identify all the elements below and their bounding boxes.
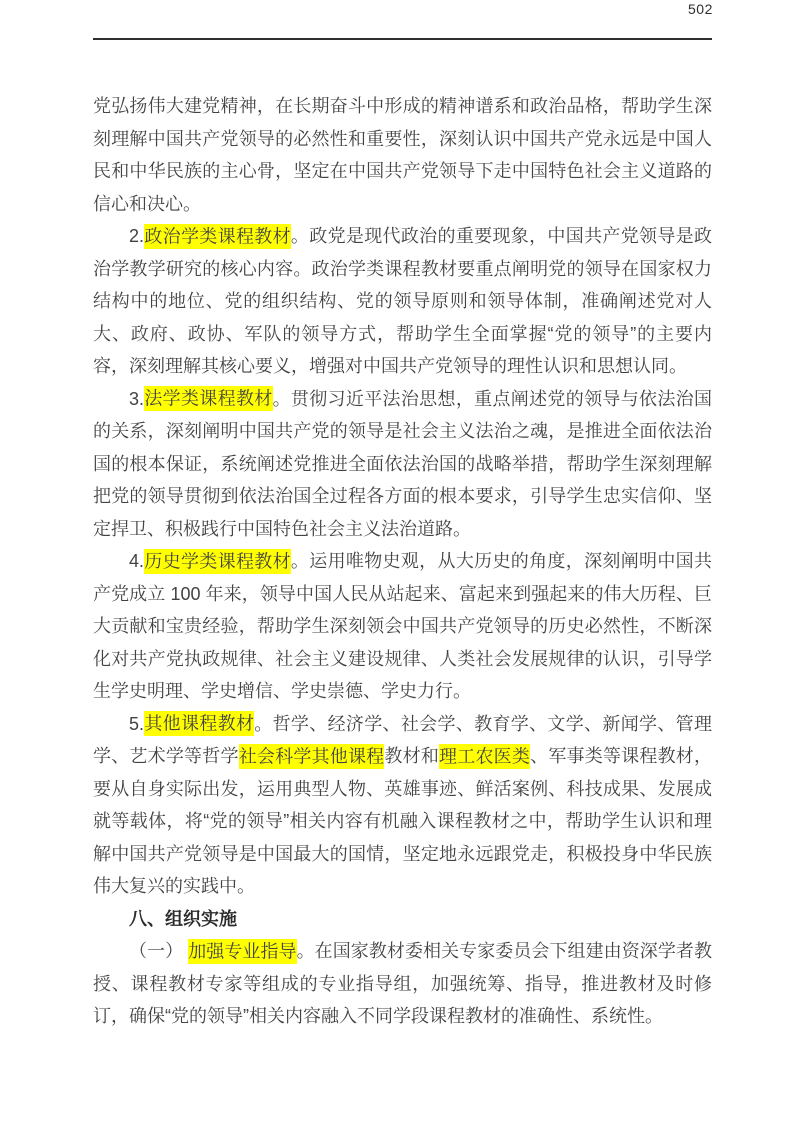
text-run: 八、组织实施 (129, 908, 237, 929)
text-run: 。政党是现代政治的重要现象，中国共产党领导是政治学教学研究的核心内容。政治学类课程教材要重点阐明党的领导在国家权力结构中的地位、党的组织结构、党的领导原则和领导体制，准确阐述党对人大、政府、政协、军队的领导方式，帮助学生全面掌握“党的领导”的主要内容，深刻理解其核心要义，增强对中国共产党领导的理性认识和思想认同。 (93, 226, 713, 376)
text-run: 2. (129, 226, 145, 246)
header-rule (93, 38, 712, 40)
text-run: （一） (129, 941, 189, 961)
text-run: 。在国家教材委相关专家委员会下组建由资深学者教授、课程教材专家等组成的专业指导组，加强统筹、指导，推进教材及时修订，确保“党的领导”相关内容融入不同学段课程教材的准确性、系统性。 (93, 941, 712, 1026)
highlighted-text-run: 政治学类课程教材 (144, 224, 291, 249)
heading-organization-implementation (93, 903, 712, 936)
text-run: 。运用唯物史观，从大历史的角度，深刻阐明中国共产党成立 100 年来，领导中国人民从站起来、富起来到强起来的伟大历程、巨大贡献和宝贵经验，帮助学生深刻领会中国共产党领导的历史必然性，不断深化对共产党执政规律、社会主义建设规律、人类社会发展规律的认识，引导学生学史明理、学史增信、学史崇德、学史力行。 (93, 551, 713, 701)
paragraph-intro-continued (93, 90, 712, 220)
highlighted-text-run: 其他课程教材 (144, 711, 254, 736)
text-run: 4. (129, 551, 145, 571)
page-number: 502 (688, 1, 713, 17)
text-run: 、军事类等课程教材，要从自身实际出发，运用典型人物、英雄事迹、鲜活案例、科技成果、发展成就等载体，将“党的领导”相关内容有机融入课程教材之中，帮助学生认识和理解中国共产党领导是中国最大的国情，坚定地永远跟党走，积极投身中华民族伟大复兴的实践中。 (93, 746, 713, 896)
text-run: 党弘扬伟大建党精神，在长期奋斗中形成的精神谱系和政治品格，帮助学生深刻理解中国共产党领导的必然性和重要性，深刻认识中国共产党永远是中国人民和中华民族的主心骨，坚定在中国共产党领导下走中国特色社会主义道路的信心和决心。 (93, 96, 712, 214)
paragraph-history-textbooks (93, 545, 712, 708)
highlighted-text-run: 加强专业指导 (188, 939, 296, 964)
highlighted-text-run: 法学类课程教材 (144, 386, 273, 411)
highlighted-text-run: 理工农医类 (439, 744, 530, 769)
text-run: 。贯彻习近平法治思想，重点阐述党的领导与依法治国的关系，深刻阐明中国共产党的领导是社会主义法治之魂，是推进全面依法治国的根本保证，系统阐述党推进全面依法治国的战略举措，帮助学生深刻理解把党的领导贯彻到依法治国全过程各方面的根本要求，引导学生忠实信仰、坚定捍卫、积极践行中国特色社会主义法治道路。 (93, 388, 712, 539)
paragraph-other-textbooks (93, 708, 712, 903)
text-run: 5. (129, 713, 145, 734)
paragraph-strengthen-professional-guidance (93, 935, 712, 1033)
highlighted-text-run: 历史学类课程教材 (144, 549, 291, 574)
document-body (93, 90, 712, 1033)
text-run: 教材和 (384, 746, 440, 766)
text-run: 3. (129, 388, 145, 409)
highlighted-text-run: 社会科学其他课程 (239, 744, 385, 769)
paragraph-law-textbooks (93, 383, 712, 546)
paragraph-political-science-textbooks (93, 220, 712, 383)
text-run: 。哲学、经济学、社会学、教育学、文学、新闻学、管理学、艺术学等哲学 (93, 713, 713, 766)
